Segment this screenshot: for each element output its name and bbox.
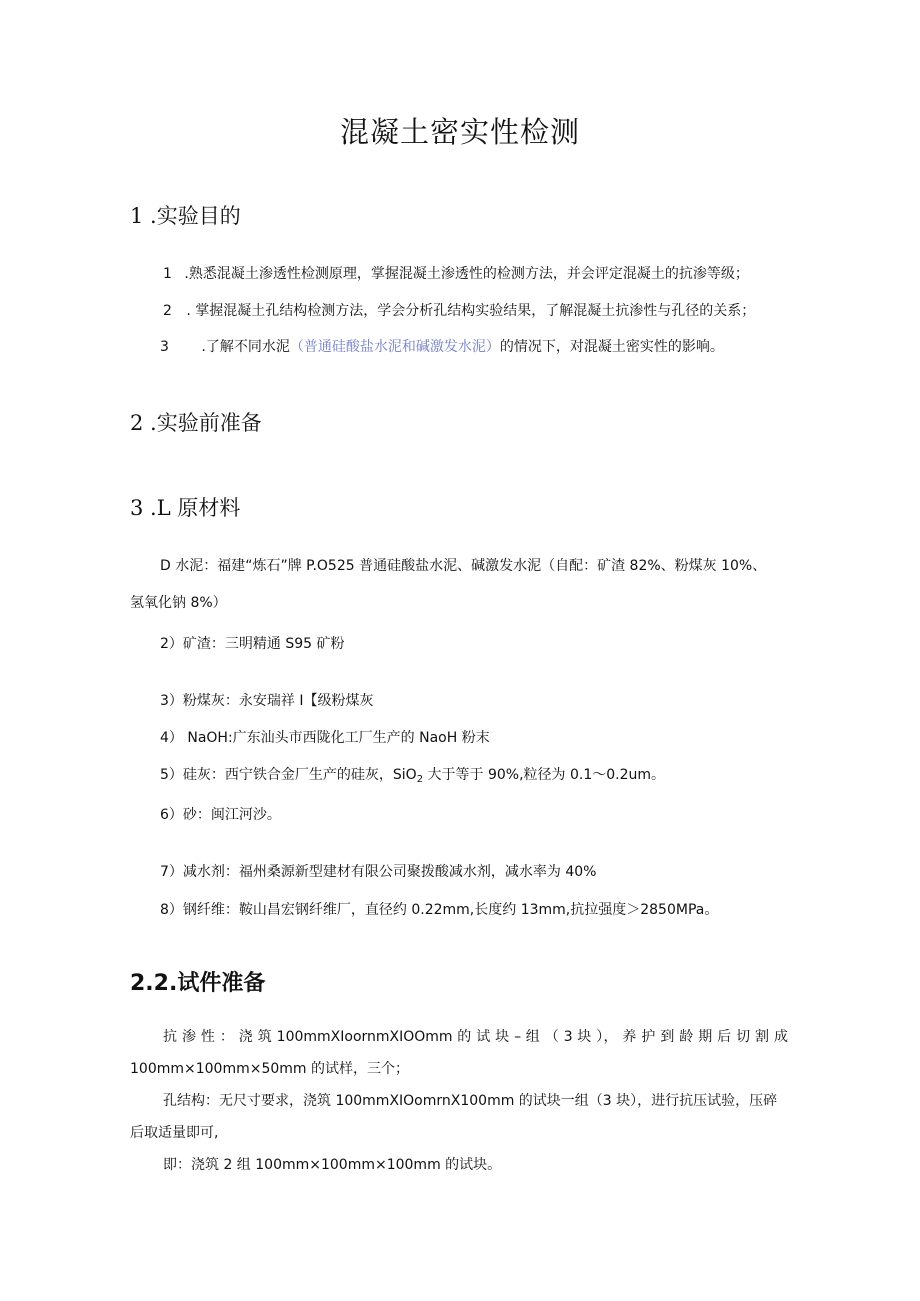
specimen-permeability-line-1: 抗 渗 性 ： 浇 筑 100mmXIoornmXIOOmm 的 试 块 – 组 （ 3 块 ）， 养 护 到 龄 期 后 切 割 成 — [163, 1029, 788, 1045]
section-heading-specimen: 2.2.试件准备 — [130, 971, 266, 996]
material-5-after: 大于等于 90%,粒径为 0.1～0.2um。 — [423, 767, 666, 783]
item-number: 3 — [160, 339, 169, 355]
specimen-pore-line-2: 后取适量即可, — [130, 1125, 219, 1141]
item-text-before: .了解不同水泥 — [201, 339, 290, 355]
material-8: 8）钢纤维：鞍山昌宏钢纤维厂，直径约 0.22mm,长度约 13mm,抗拉强度＞2850MPa。 — [160, 902, 719, 918]
specimen-summary: 即：浇筑 2 组 100mm×100mm×100mm 的试块。 — [163, 1157, 502, 1173]
section-heading-preparation: 2 .实验前准备 — [130, 411, 262, 435]
material-7: 7）减水剂：福州桑源新型建材有限公司聚拨酸减水剂，减水率为 40% — [160, 864, 597, 880]
material-6: 6）砂：闽江河沙。 — [160, 807, 281, 823]
item-number: 2 — [163, 303, 172, 319]
specimen-permeability-line-2: 100mm×100mm×50mm 的试样，三个； — [130, 1061, 409, 1077]
item-text: . 掌握混凝土孔结构检测方法，学会分析孔结构实验结果，了解混凝土抗渗性与孔径的关系； — [186, 303, 756, 319]
material-5-before: 5）硅灰：西宁铁合金厂生产的硅灰，SiO — [160, 767, 417, 783]
purpose-item-3 — [160, 337, 724, 357]
item-number: 1 — [163, 266, 172, 282]
material-1-line-1: D 水泥：福建“炼石”牌 P.O525 普通硅酸盐水泥、碱激发水泥（自配：矿渣 82%、粉煤灰 10%、 — [160, 558, 767, 574]
material-2: 2）矿渣：三明精通 S95 矿粉 — [160, 636, 345, 652]
section-heading-materials: 3 .L 原材料 — [130, 496, 241, 520]
document-title: 混凝土密实性检测 — [339, 115, 580, 149]
material-4: 4） NaOH:广东汕头市西陇化工厂生产的 NaoH 粉末 — [160, 730, 490, 746]
purpose-item-2 — [163, 301, 755, 321]
material-1-line-2: 氢氧化钠 8%） — [130, 595, 227, 611]
material-3: 3）粉煤灰：永安瑞祥 I【级粉煤灰 — [160, 693, 374, 709]
material-5 — [160, 765, 665, 790]
section-heading-purpose: 1 .实验目的 — [130, 204, 241, 228]
specimen-pore-line-1: 孔结构：无尺寸要求，浇筑 100mmXIOomrnX100mm 的试块一组（3 块），进行抗压试验，压碎 — [163, 1093, 778, 1109]
item-text-after: 的情况下，对混凝土密实性的影响。 — [499, 339, 724, 355]
item-text-highlight: （普通硅酸盐水泥和碱激发水泥） — [289, 339, 500, 355]
purpose-item-1 — [163, 264, 749, 284]
material-5-subscript: 2 — [416, 774, 424, 785]
item-text: .熟悉混凝土渗透性检测原理，掌握混凝土渗透性的检测方法，并会评定混凝土的抗渗等级； — [184, 266, 749, 282]
